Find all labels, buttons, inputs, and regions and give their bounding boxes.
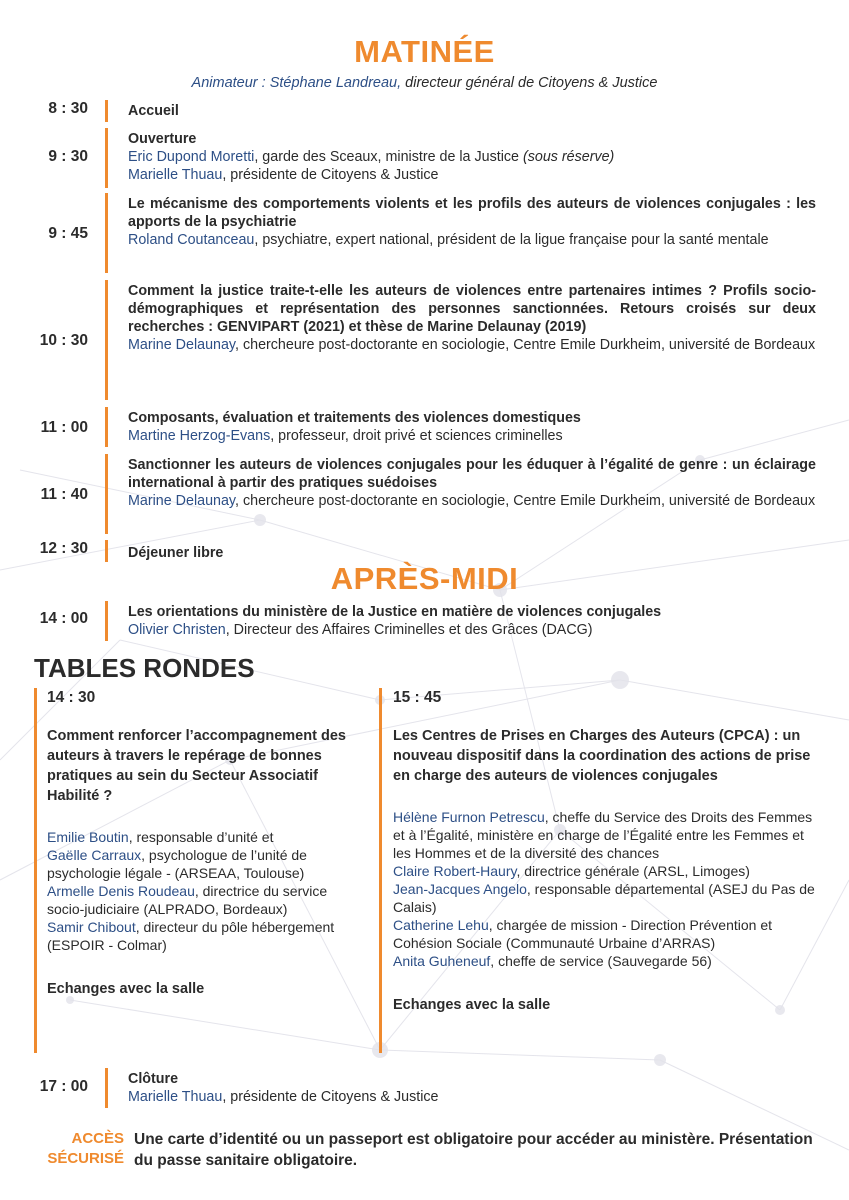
speaker-role: , présidente de Citoyens & Justice	[222, 1089, 439, 1105]
item-title: Composants, évaluation et traitements des violences domestiques	[128, 410, 581, 426]
time-label: 10 : 30	[39, 332, 88, 349]
time-label: 8 : 30	[48, 100, 88, 117]
item-title: Sanctionner les auteurs de violences conjugales pour les éduquer à l’égalité de genre : un éclairage international à partir des pratiques suédoises	[128, 457, 816, 491]
speaker-line	[128, 166, 816, 184]
speaker-line	[47, 918, 347, 954]
speaker-line	[128, 492, 816, 510]
access-label-line1: ACCÈS	[71, 1130, 124, 1147]
speaker-name: Martine Herzog-Evans	[128, 428, 271, 444]
speaker-line	[47, 882, 347, 918]
speaker-line	[128, 148, 816, 166]
speaker-role: , cheffe de service (Sauvegarde 56)	[490, 953, 712, 969]
speaker-role: , cheffe du Service des Droits des Femmes et à l’Égalité, ministère en charge de l’Égalité entre les Femmes et les Hommes et de la diversité des chances	[393, 809, 813, 861]
speaker-name: Catherine Lehu	[393, 917, 489, 933]
speaker-line	[393, 862, 818, 880]
round-table-time: 14 : 30	[47, 689, 96, 706]
left-column-divider	[34, 688, 37, 1053]
speaker-name: Marielle Thuau	[128, 1089, 223, 1105]
speaker-name: Olivier Christen	[128, 622, 226, 638]
access-label-line2: SÉCURISÉ	[47, 1150, 124, 1167]
speaker-role: , présidente de Citoyens & Justice	[222, 167, 439, 183]
speaker-role: , directeur du pôle hébergement (ESPOIR - Colmar)	[47, 919, 335, 953]
speaker-line	[393, 952, 818, 970]
item-title: Clôture	[128, 1071, 179, 1087]
speaker-line	[128, 427, 816, 445]
round-table-right	[393, 689, 818, 1014]
time-label: 11 : 00	[40, 419, 88, 436]
item-title: Accueil	[128, 103, 179, 119]
time-label: 17 : 00	[39, 1078, 88, 1095]
speaker-line	[47, 828, 347, 846]
speaker-note: (sous réserve)	[522, 149, 615, 165]
speaker-line	[393, 808, 818, 862]
exchange-label: Echanges avec la salle	[47, 981, 205, 997]
animateur-role: directeur général de Citoyens & Justice	[405, 75, 658, 91]
speaker-role: , responsable départemental (ASEJ du Pas de Calais)	[393, 881, 815, 915]
orange-divider	[105, 407, 108, 447]
item-title: Ouverture	[128, 131, 197, 147]
speaker-line	[128, 1088, 816, 1106]
right-column-divider	[379, 688, 382, 1053]
speaker-name: Armelle Denis Roudeau	[47, 883, 195, 899]
orange-divider	[105, 128, 108, 188]
orange-divider	[105, 280, 108, 400]
access-label	[30, 1129, 124, 1169]
time-label: 9 : 45	[48, 225, 88, 242]
orange-divider	[105, 540, 108, 562]
speaker-name: Marine Delaunay	[128, 337, 236, 353]
speaker-role: , chercheure post-doctorante en sociologie, Centre Emile Durkheim, université de Bordeaux	[235, 337, 816, 353]
speaker-role: , psychiatre, expert national, président de la ligue française pour la santé mentale	[254, 232, 769, 248]
animateur-line	[0, 75, 849, 91]
round-table-speakers	[47, 828, 347, 954]
animateur-name: Stéphane Landreau,	[269, 75, 402, 91]
item-title: Le mécanisme des comportements violents et les profils des auteurs de violences conjugales : les apports de la psychiatrie	[128, 196, 816, 230]
speaker-role: , directrice du service socio-judiciaire (ALPRADO, Bordeaux)	[47, 883, 328, 917]
speaker-role: , Directeur des Affaires Criminelles et des Grâces (DACG)	[225, 622, 593, 638]
speaker-role: , directrice générale (ARSL, Limoges)	[516, 863, 750, 879]
speaker-name: Claire Robert-Haury	[393, 863, 517, 879]
speaker-role: , psychologue de l’unité de psychologie légale - (ARSEAA, Toulouse)	[47, 847, 307, 881]
orange-divider	[105, 601, 108, 641]
speaker-name: Emilie Boutin	[47, 829, 129, 845]
item-title: Les orientations du ministère de la Justice en matière de violences conjugales	[128, 604, 662, 620]
round-table-speakers	[393, 808, 818, 970]
speaker-line	[393, 916, 818, 952]
time-label: 11 : 40	[40, 486, 88, 503]
time-label: 14 : 00	[39, 610, 88, 627]
orange-divider	[105, 1068, 108, 1108]
matinee-title: MATINÉE	[354, 34, 495, 69]
round-table-title: Comment renforcer l’accompagnement des auteurs à travers le repérage de bonnes pratiques au sein du Secteur Associatif Habilité ?	[47, 728, 346, 804]
orange-divider	[105, 100, 108, 122]
speaker-line	[47, 846, 347, 882]
access-text: Une carte d’identité ou un passeport est obligatoire pour accéder au ministère. Présentation du passe sanitaire obligatoire.	[134, 1131, 813, 1169]
round-table-left	[47, 689, 347, 998]
speaker-role: , chargée de mission - Direction Prévention et Cohésion Sociale (Communauté Urbaine d’ARRAS)	[393, 917, 772, 951]
exchange-label: Echanges avec la salle	[393, 997, 551, 1013]
time-label: 9 : 30	[48, 148, 88, 165]
speaker-name: Gaëlle Carraux	[47, 847, 142, 863]
speaker-line	[128, 621, 816, 639]
orange-divider	[105, 454, 108, 534]
speaker-name: Jean-Jacques Angelo	[393, 881, 527, 897]
speaker-line	[128, 231, 816, 249]
speaker-name: Samir Chibout	[47, 919, 136, 935]
item-title: Comment la justice traite-t-elle les auteurs de violences entre partenaires intimes ? Profils socio-démographiques et représentation des personnes sanctionnées. Retours croisés sur deux recherches : GENVIPART (2021) et thèse de Marine Delaunay (2019)	[128, 283, 816, 335]
time-label: 12 : 30	[39, 540, 88, 557]
animateur-label: Animateur :	[191, 75, 266, 91]
tables-rondes-heading: TABLES RONDES	[34, 653, 255, 683]
speaker-role: , chercheure post-doctorante en sociologie, Centre Emile Durkheim, université de Bordeaux	[235, 493, 816, 509]
item-title: Déjeuner libre	[128, 545, 224, 561]
apresmidi-title: APRÈS-MIDI	[330, 561, 519, 596]
speaker-role: , professeur, droit privé et sciences criminelles	[270, 428, 563, 444]
speaker-role: , responsable d’unité et	[128, 829, 274, 845]
speaker-name: Eric Dupond Moretti	[128, 149, 255, 165]
speaker-name: Roland Coutanceau	[128, 232, 255, 248]
speaker-name: Marine Delaunay	[128, 493, 236, 509]
speaker-name: Anita Guheneuf	[393, 953, 491, 969]
speaker-role: , garde des Sceaux, ministre de la Justice	[254, 149, 523, 165]
speaker-name: Marielle Thuau	[128, 167, 223, 183]
speaker-name: Hélène Furnon Petrescu	[393, 809, 545, 825]
speaker-line	[128, 336, 816, 354]
round-table-title: Les Centres de Prises en Charges des Auteurs (CPCA) : un nouveau dispositif dans la coordination des actions de prise en charge des auteurs de violences conjugales	[393, 728, 811, 784]
round-table-time: 15 : 45	[393, 689, 442, 706]
speaker-line	[393, 880, 818, 916]
orange-divider	[105, 193, 108, 273]
